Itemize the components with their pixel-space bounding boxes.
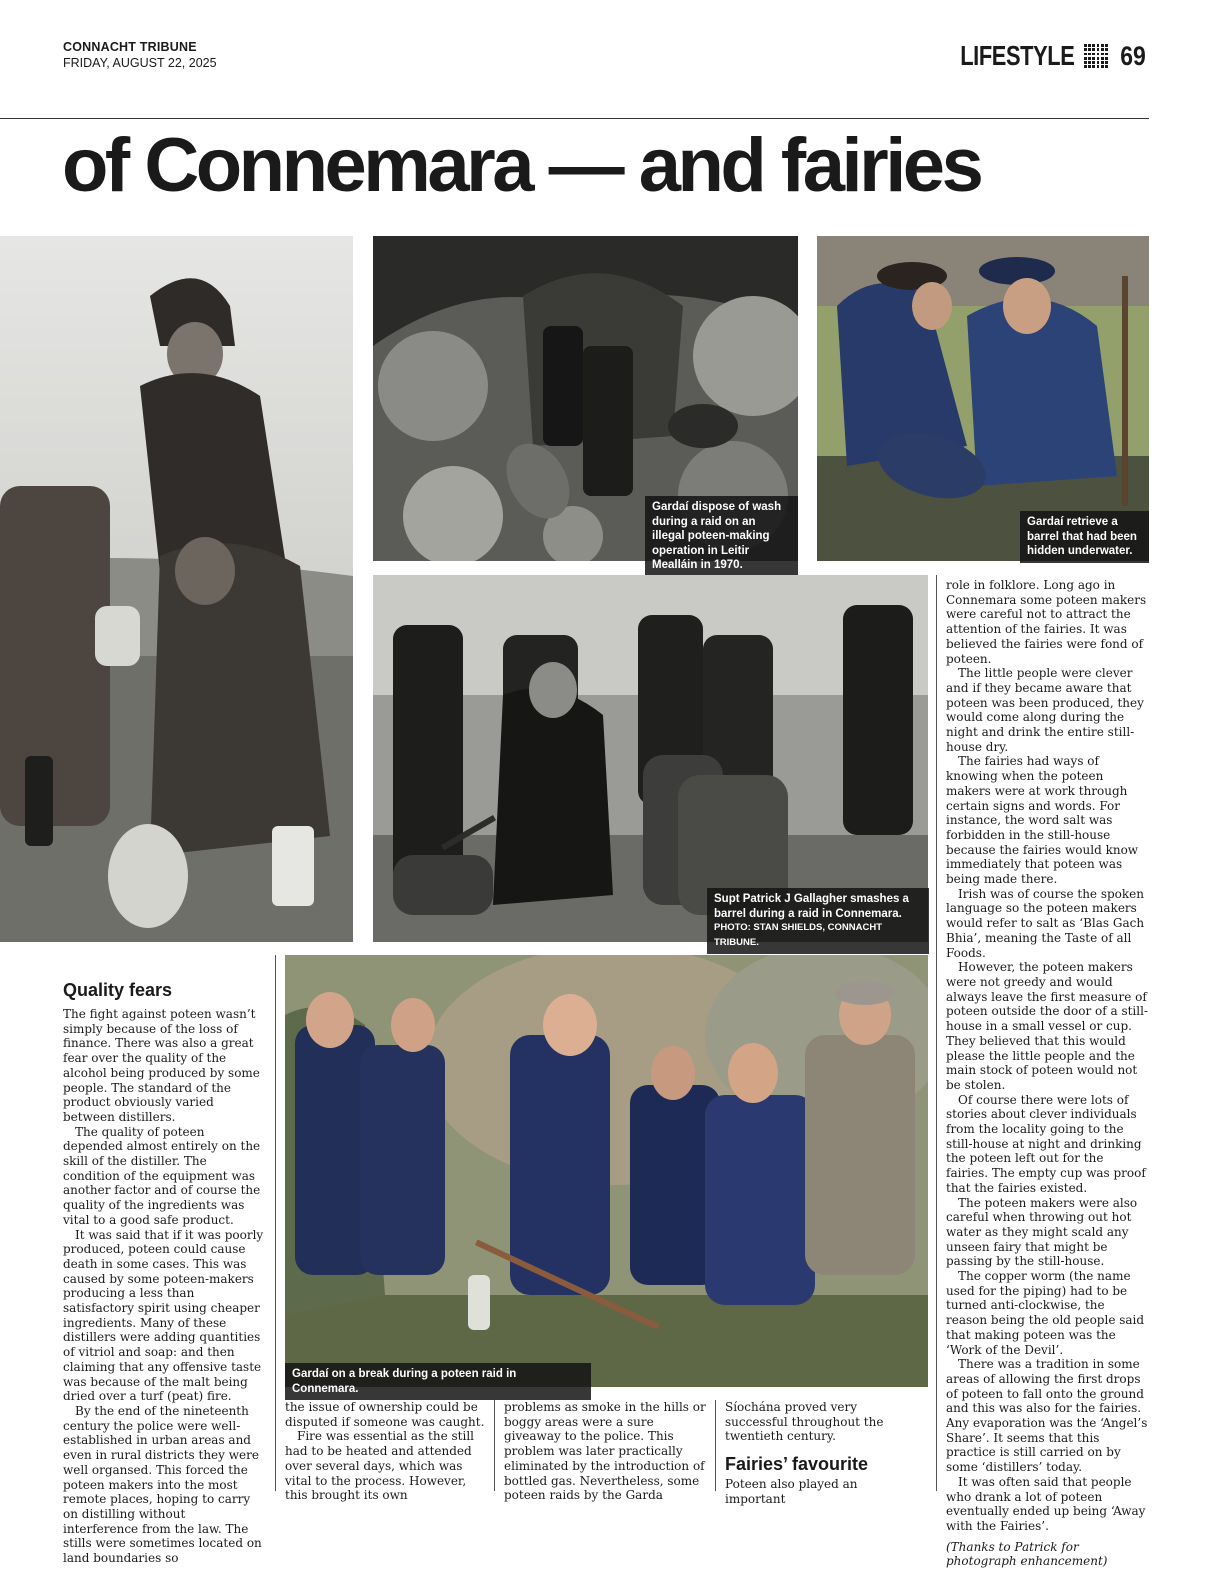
- paragraph: The fight against poteen wasn’t simply because of the loss of finance. There was also a great fear over the quality of the alcohol being produced by some people. The standard of the product obviously varied between distillers.: [63, 1007, 260, 1124]
- section-header: [928, 40, 1148, 72]
- paragraph: There was a tradition in some areas of allowing the first drops of poteen to fall onto the ground and this was also for the fairies. Any evaporation was the ‘Angel’s Share’. It seems that this practice is still carried on by some ‘distillers’ today.: [946, 1357, 1148, 1475]
- paragraph: the issue of ownership could be disputed if someone was caught.: [285, 1400, 485, 1429]
- article-column-2: [285, 1400, 485, 1503]
- subhead-fairies-favourite: Fairies’ favourite: [725, 1454, 869, 1475]
- photo-credit: PHOTO: STAN SHIELDS, CONNACHT TRIBUNE.: [714, 922, 883, 948]
- header-rule: [0, 118, 1149, 119]
- paragraph: It was often said that people who drank a lot of poteen eventually ended up being ‘Away with the Fairies’.: [946, 1474, 1146, 1533]
- paragraph: The quality of poteen depended almost entirely on the skill of the distiller. The condition of the equipment was another factor and of course the quality of the ingredients was vital to a good safe product.: [63, 1124, 261, 1227]
- paragraph: The poteen makers were also careful when throwing out hot water as they might scald any unseen fairy that might be passing by the still-house.: [946, 1195, 1138, 1269]
- paragraph: Poteen also played an important: [725, 1477, 858, 1506]
- article-column-4: [725, 1400, 920, 1507]
- photo-gardai-break: [285, 955, 928, 1387]
- paragraph: The fairies had ways of knowing when the poteen makers were at work through certain signs and words. For instance, the word salt was forbidden in the still-house because the fairies would know immediately that poteen was being made there.: [946, 754, 1139, 887]
- paragraph: Irish was of course the spoken language so the poteen makers would refer to salt as ‘Blas Gach Bhia’, meaning the Taste of all Foods.: [946, 886, 1145, 960]
- column-rule: [936, 575, 937, 1491]
- photo-smash-barrel: [373, 575, 928, 942]
- paragraph: It was said that if it was poorly produced, poteen could cause death in some cases. This was caused by some poteen-makers producing a less than satisfactory spirit using cheaper ingredients. Many of these distillers were adding quantities of vitriol and soap: and then claiming that any offensive taste was because of the malt being dried over a turf (peat) fire.: [63, 1227, 264, 1404]
- page-number: 69: [1120, 40, 1146, 71]
- section-label: LIFESTYLE: [959, 40, 1074, 71]
- subhead-quality-fears: Quality fears: [63, 980, 173, 1000]
- article-column-3: [504, 1400, 706, 1503]
- column-rule: [275, 955, 276, 1491]
- paragraph: Fire was essential as the still had to be heated and attended over several days, which was vital to the process. However, this brought its own: [285, 1429, 475, 1503]
- newspaper-name: CONNACHT TRIBUNE: [63, 40, 197, 54]
- caption-smash: Supt Patrick J Gallagher smashes a barrel during a raid in Connemara.: [714, 893, 909, 920]
- column-rule: [494, 1400, 495, 1491]
- paragraph: The copper worm (the name used for the piping) had to be turned anti-clockwise, the reason being the old people said that making poteen was the ‘Work of the Devil’.: [946, 1269, 1145, 1357]
- paragraph: However, the poteen makers were not greedy and would always leave the first measure of poteen outside the door of a still-house in a small vessel or cup. They believed that this would please the little people and the main stock of poteen would not be stolen.: [946, 960, 1148, 1092]
- photo-distillers: [0, 236, 353, 942]
- caption-break: Gardaí on a break during a poteen raid in Connemara.: [285, 1363, 591, 1400]
- paragraph: problems as smoke in the hills or boggy areas were a sure giveaway to the police. This problem was later practically eliminated by the introduction of bottled gas. Nevertheless, some poteen raids by the Garda: [504, 1400, 706, 1503]
- photo-thanks-note: (Thanks to Patrick for photograph enhancement): [946, 1539, 1108, 1569]
- issue-date: FRIDAY, AUGUST 22, 2025: [63, 56, 217, 70]
- article-column-5: [946, 578, 1149, 1569]
- caption-dispose: Gardaí dispose of wash during a raid on an illegal poteen-making operation in Leitir Mealláin in 1970.: [645, 496, 798, 577]
- article-column-1: [63, 980, 264, 1566]
- paragraph: role in folklore. Long ago in Connemara some poteen makers were careful not to attract the attention of the fairies. It was believed the fairies were fond of poteen.: [946, 578, 1147, 666]
- paragraph: By the end of the nineteenth century the police were well-established in urban areas and even in rural districts they were well organsed. This forced the poteen makers into the most remote places, hoping to carry on distilling without interference from the law. The stills were sometimes located on land boundaries so: [63, 1403, 262, 1566]
- paragraph: Of course there were lots of stories about clever individuals from the locality going to the still-house at night and drinking the poteen left out for the fairies. The empty cup was proof that the fairies existed.: [946, 1092, 1146, 1195]
- caption-smash-box: [707, 888, 929, 954]
- paragraph: Síochána proved very successful throughout the twentieth century.: [725, 1400, 884, 1444]
- paragraph: The little people were clever and if they became aware that poteen was been produced, they would come along during the night and drink the entire still-house dry.: [946, 666, 1144, 754]
- column-rule: [715, 1400, 716, 1491]
- headline: of Connemara — and fairies: [62, 123, 981, 208]
- grid-icon: [1084, 44, 1108, 68]
- caption-retrieve: Gardaí retrieve a barrel that had been hidden underwater.: [1020, 511, 1149, 563]
